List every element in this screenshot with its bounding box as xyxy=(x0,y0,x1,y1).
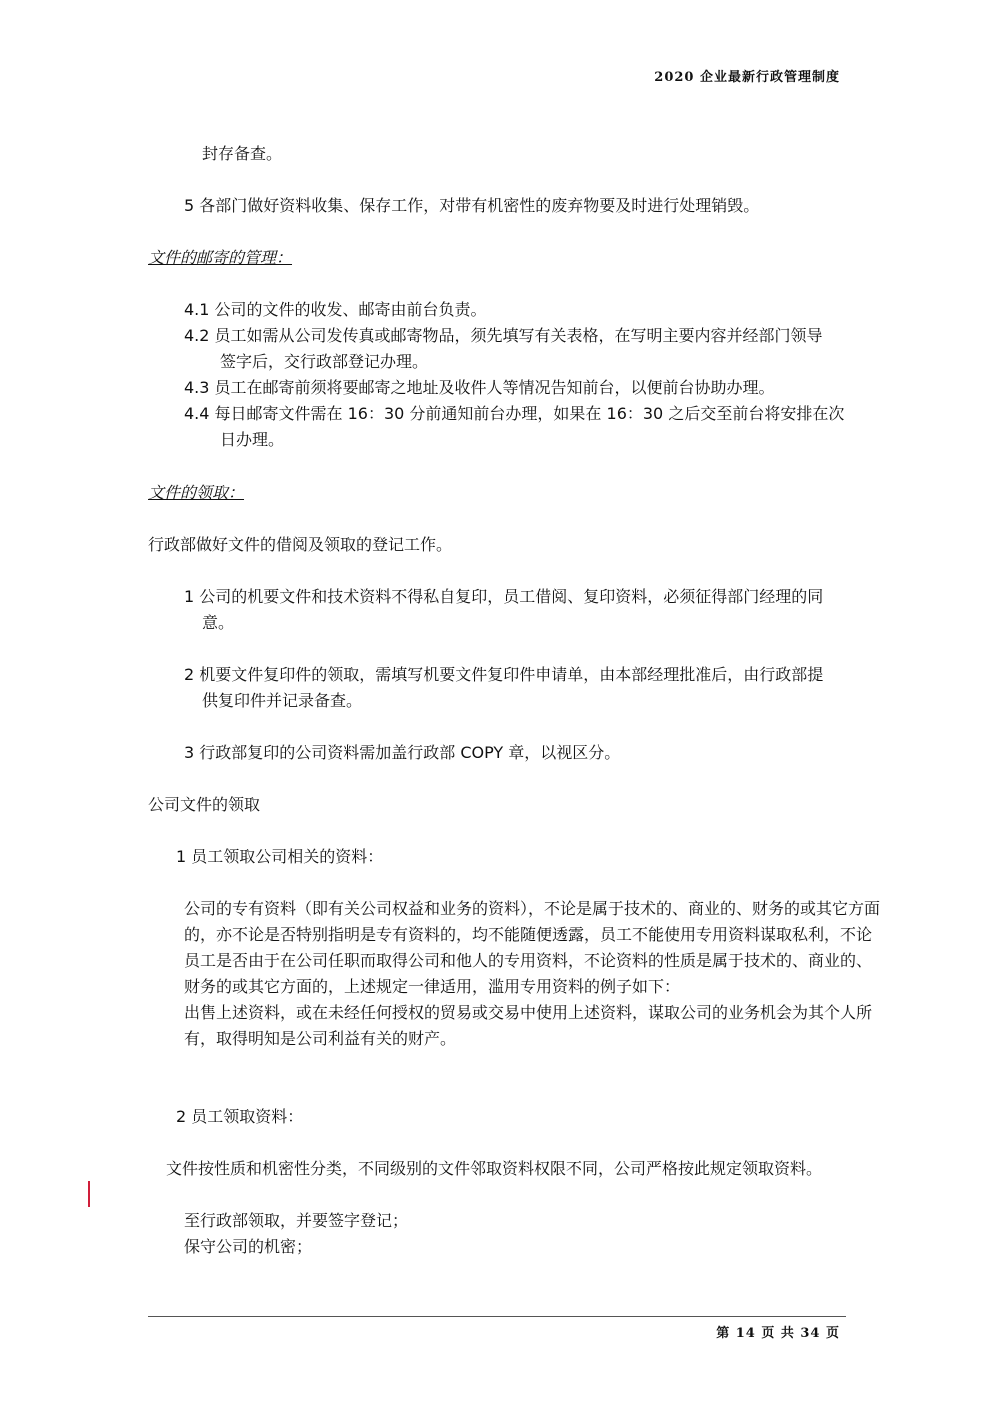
list-item-continuation: 意。 xyxy=(202,613,235,632)
text-line: 5 各部门做好资料收集、保存工作，对带有机密性的废弃物要及时进行处理销毁。 xyxy=(184,196,760,215)
text-line: 行政部做好文件的借阅及领取的登记工作。 xyxy=(148,535,453,554)
text-line: 保守公司的机密； xyxy=(184,1237,313,1256)
list-item: 4.2 员工如需从公司发传真或邮寄物品，须先填写有关表格，在写明主要内容并经部门领导 xyxy=(184,326,823,345)
text-line: 至行政部领取，并要签字登记； xyxy=(184,1211,409,1230)
section-heading-mailing: 文件的邮寄的管理： xyxy=(148,248,293,267)
list-item: 4.3 员工在邮寄前须将要邮寄之地址及收件人等情况告知前台，以便前台协助办理。 xyxy=(184,378,775,397)
running-header: 2020 企业最新行政管理制度 xyxy=(654,70,840,85)
margin-mark xyxy=(88,1181,90,1207)
page-number: 第 14 页 共 34 页 xyxy=(716,1326,840,1341)
paragraph: 出售上述资料，或在未经任何授权的贸易或交易中使用上述资料，谋取公司的业务机会为其个人所有，取得明知是公司利益有关的财产。 xyxy=(184,1003,873,1048)
footer-divider xyxy=(148,1316,846,1317)
paragraph-block xyxy=(184,896,880,1052)
subsection-item: 1 员工领取公司相关的资料： xyxy=(176,847,384,866)
section-heading-retrieval: 文件的领取： xyxy=(148,483,245,502)
text-line: 封存备查。 xyxy=(202,144,283,163)
subsection-item: 2 员工领取资料： xyxy=(176,1107,304,1126)
subsection-title: 公司文件的领取 xyxy=(148,795,261,814)
list-item-continuation: 日办理。 xyxy=(220,430,285,449)
list-item: 4.4 每日邮寄文件需在 16：30 分前通知前台办理，如果在 16：30 之后交至前台将安排在次 xyxy=(184,404,845,423)
list-item: 1 公司的机要文件和技术资料不得私自复印，员工借阅、复印资料，必须征得部门经理的同 xyxy=(184,587,824,606)
text-line: 文件按性质和机密性分类，不同级别的文件邻取资料权限不同，公司严格按此规定领取资料。 xyxy=(166,1159,823,1178)
list-item: 4.1 公司的文件的收发、邮寄由前台负责。 xyxy=(184,300,487,319)
list-item-continuation: 签字后，交行政部登记办理。 xyxy=(220,352,429,371)
list-item-continuation: 供复印件并记录备查。 xyxy=(202,691,363,710)
paragraph: 公司的专有资料（即有关公司权益和业务的资料），不论是属于技术的、商业的、财务的或其它方面的，亦不论是否特别指明是专有资料的，均不能随便透露，员工不能使用专用资料谋取私利，不论员工是否由于在公司任职而取得公司和他人的专用资料，不论资料的性质是属于技术的、商业的、财务的或其它方面的，上述规定一律适用，滥用专用资料的例子如下： xyxy=(184,899,881,996)
list-item: 2 机要文件复印件的领取，需填写机要文件复印件申请单，由本部经理批准后，由行政部提 xyxy=(184,665,824,684)
list-item: 3 行政部复印的公司资料需加盖行政部 COPY 章，以视区分。 xyxy=(184,743,621,762)
